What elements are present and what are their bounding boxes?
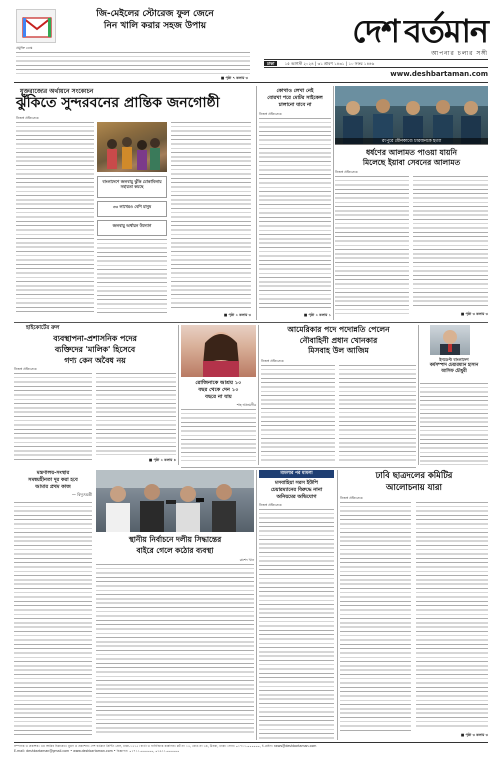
rangpur-continued: ■ পৃষ্ঠা ৩ কলাম ৩: [460, 312, 488, 316]
main-story-headline: ঝুঁকিতে সুন্দরবনের প্রান্তিক জনগোষ্ঠী: [16, 95, 220, 111]
top-ad-body: [16, 52, 250, 74]
hc-story: [14, 325, 176, 465]
pm-byline: নিজস্ব প্রতিবেদক: [261, 359, 284, 363]
dhaka-continued: ■ পৃষ্ঠা ৩ কলাম ৩: [460, 733, 488, 737]
gmail-logo-icon: [16, 9, 56, 43]
main-story-byline: নিজস্ব প্রতিবেদক: [16, 116, 39, 120]
dateline: ১৫ আগস্ট ২০২৪ | ৩১ শ্রাবণ ১৪৩১ | ১০ সফর ১৪৪৬: [284, 61, 375, 66]
main-story-kicker: যুক্তরাজ্যের অর্থায়নে সংকোচন: [20, 88, 94, 95]
main-story: [14, 86, 254, 320]
top-ad-headline: জি-মেইলের স্টোরেজ ফুল জেনে নিন খালি করার সহজ উপায়: [96, 9, 214, 31]
story-burqa: [259, 86, 331, 320]
rangpur-photo-caption: রংপুরে যৌনকাণ্ডে চারজনকে হত্যা: [335, 138, 488, 145]
hc-byline: নিজস্ব প্রতিবেদক: [14, 367, 37, 371]
footer-divider: [14, 742, 488, 743]
top-ad-box: [14, 4, 252, 80]
actress-byline: শাহ আলমগীর: [236, 403, 256, 407]
footer: [14, 744, 488, 760]
actress-body: [181, 409, 256, 461]
hc-col2: [96, 373, 176, 455]
rangpur-story: [335, 86, 488, 320]
divider: [256, 86, 257, 320]
dateline-label: ঢাকা: [264, 61, 277, 66]
hc-col1: [14, 373, 92, 461]
story-burqa-body: [259, 118, 331, 310]
main-story-infobox-1: [97, 176, 167, 198]
divider: [181, 467, 416, 468]
election-byline: রাশেদ খান: [239, 558, 254, 562]
rangpur-byline: নিজস্ব প্রতিবেদক: [335, 170, 358, 174]
dhaka-col2: [416, 502, 488, 728]
masthead-divider: [14, 82, 488, 83]
logo-word-desh: দেশ: [352, 12, 399, 50]
infobox-3-text: জলবায়ু অর্থায়ন উদ্যোগ: [112, 223, 152, 228]
main-story-photo: [97, 122, 167, 172]
divider: [258, 325, 259, 465]
tagline: আপনার চলার সঙ্গী: [431, 50, 488, 57]
rangpur-photo: [335, 86, 488, 144]
pm-headline: আমেরিকার পদে পদোন্নতি পেলেন নৌবাহিনী প্রধান খোনকার মিসবাহ উল আজিম: [287, 325, 390, 355]
hc-continued: ■ পৃষ্ঠা ২ কলাম ৪: [148, 458, 176, 462]
court-box-headline: মসবাহিয়া সরস ইউপি চেয়ারম্যানের বিরুদ্ধে নানা অনিয়মের অভিযোগ: [270, 480, 323, 500]
election-col2: [96, 564, 254, 734]
interview-box: [420, 325, 488, 379]
dhaka-col1: [340, 502, 411, 734]
main-story-infobox-2: [97, 201, 167, 217]
divider: [14, 322, 488, 323]
election-photo: [96, 470, 254, 532]
actress-headline: রোজিনাকে আশ্রয় ১০ বছর থেকে দেন ১০ বছরে না যায়: [195, 380, 242, 400]
story-burqa-headline: কোথাও লেখা নেই বোরখা পরে মোটর সাইকেল চালানো যাবে না: [267, 88, 323, 108]
interview-name: কর্মসম্পাদ চেয়ারম্যান হাসান আসিফ চৌধুরী: [429, 363, 479, 374]
main-story-col1: [16, 122, 94, 315]
pm-col2: [339, 365, 416, 461]
top-ad-continued: ■ পৃষ্ঠা ৭ কলাম ৩: [220, 76, 248, 80]
court-box-body: [259, 509, 334, 570]
rangpur-col1: [335, 176, 409, 314]
court-continued-body: [259, 574, 334, 740]
dhaka-story: [340, 470, 488, 740]
rangpur-col2: [413, 176, 488, 308]
infobox-2-text: ৩৩ লাখেরও বেশি মানুষ: [112, 204, 152, 209]
rangpur-headline: ধর্ষণের আলামত পাওয়া যায়নি মিলেছে ইয়াবা সেবনের আলামত: [362, 148, 461, 167]
divider: [256, 470, 257, 740]
divider: [337, 470, 338, 740]
divider: [178, 325, 179, 465]
actress-photo: [181, 325, 256, 377]
main-story-continued: ■ পৃষ্ঠা ২ কলাম ৩: [223, 313, 251, 317]
hc-kicker: হাইকোর্টের রুল: [26, 325, 60, 331]
hc-headline: ব্যবস্থাপনা-প্রশাসনিক পদের ব্যক্তিদের 'মালিক' হিসেবে গণ্য কেন অবৈধ নয়: [53, 334, 137, 365]
court-box-label: মামলার পর মামলা: [259, 470, 334, 478]
main-story-infobox-3: [97, 220, 167, 236]
dateline-bar: [264, 59, 488, 68]
footer-imprint: সম্পাদক ও প্রকাশক: এম আমির হিমায়েত। মুদ্রণ ও প্রকাশনা: দেশ বর্তমান প্রিন্টিং প্রেস, ঢাকা-১২১৫। বার্তা ও বাণিজ্যিক কার্যালয়: প্লট নং ১২, রোড নং ৩৪, উত্তরা, ঢাকা। ফোন: ০১৭১১-০০০০০০, ই-মেইল: news@deshbartaman.com: [14, 744, 317, 748]
main-story-col3: [171, 122, 251, 310]
website-url[interactable]: www.deshbartaman.com: [390, 70, 488, 78]
pm-col1: [261, 365, 335, 461]
pm-story: [261, 325, 416, 465]
interview-label: ইনডেপ্ট বাংলাদেশ: [439, 357, 469, 362]
newspaper-logo: [264, 6, 488, 50]
main-story-col2: [97, 239, 167, 315]
interview-body: [420, 383, 488, 465]
footer-contact: E-mail: deshbartaman@gmail.com • www.deshbartaman.com • বিজ্ঞাপন: ০১৭১১-০০০০০০, ০১৯১১-০০০০০০: [14, 748, 180, 753]
top-ad-section: প্রযুক্তি ডেস্ক: [16, 46, 33, 50]
court-box: [259, 470, 334, 570]
logo-word-bartaman: বর্তমান: [404, 12, 488, 50]
masthead: [14, 4, 488, 82]
election-left-col: [14, 502, 92, 736]
divider: [333, 86, 334, 320]
election-headline: স্থানীয় নির্বাচনে দলীয় সিদ্ধান্তের বাইরে গেলে কঠোর ব্যবস্থা: [128, 535, 222, 555]
infobox-1-text: বাংলাদেশে জলবায়ু ঝুঁকি মোকাবিলায় সহায়তা কমছে: [102, 179, 162, 189]
dhaka-headline: ঢাবি ছাত্রদলের কমিটির আলোচনায় যারা: [375, 470, 453, 492]
court-box-byline: নিজস্ব প্রতিবেদক: [259, 503, 282, 507]
actress-story: [181, 325, 256, 465]
divider: [418, 325, 419, 465]
story-burqa-continued: ■ পৃষ্ঠা ২ কলাম ১: [303, 313, 331, 317]
interview-photo: [430, 325, 470, 355]
dhaka-byline: নিজস্ব প্রতিবেদক: [340, 496, 363, 500]
election-story: [14, 470, 254, 740]
story-burqa-byline: নিজস্ব প্রতিবেদক: [259, 112, 282, 116]
election-kicker: মন্ত্রণালয়-সংস্থার সমন্বয়হীনতা দূর করা হবে আমার প্রথম কাজ — বিদ্যুৎমন্ত্রী: [28, 470, 92, 497]
